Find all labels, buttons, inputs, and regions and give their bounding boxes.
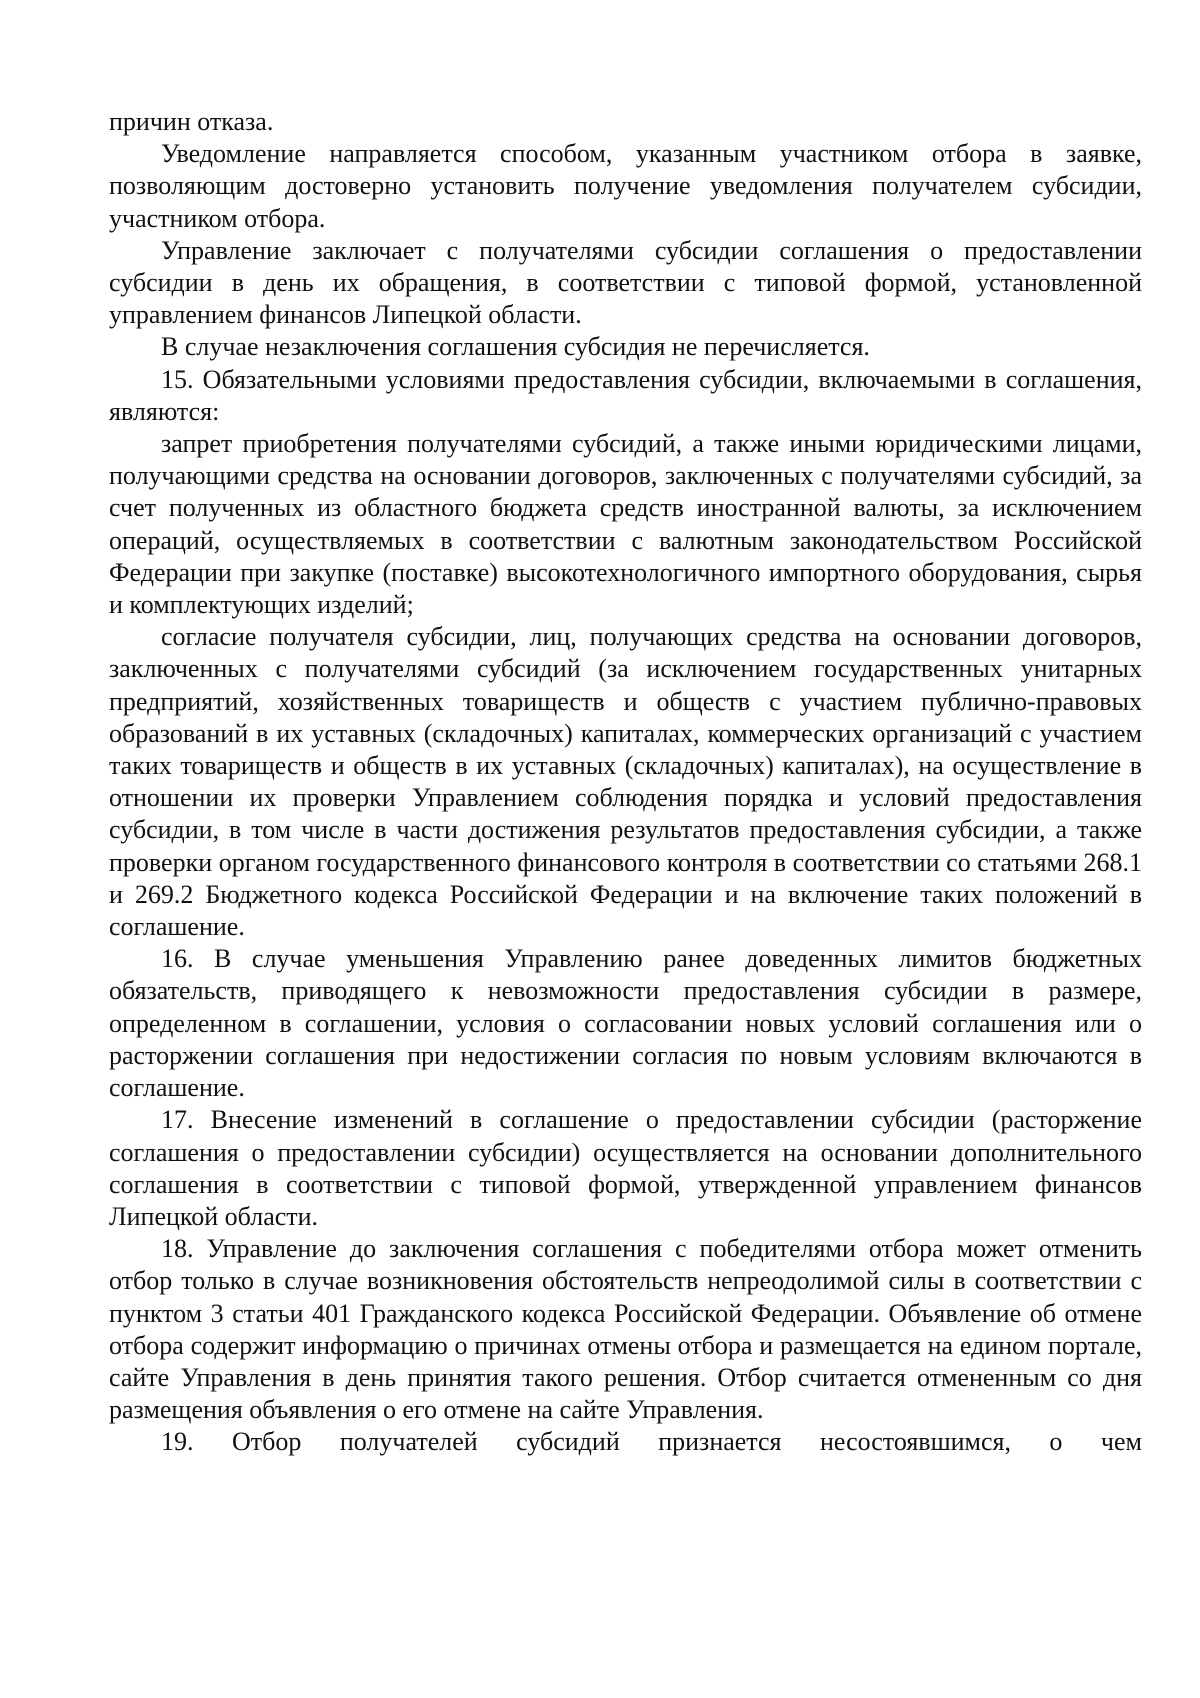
- paragraph-consent-inspection: согласие получателя субсидии, лиц, получающих средства на основании договоров, заключенных с получателями субсидий (за исключением государственных унитарных предприятий, хозяйственных товариществ и обществ с участием публично-правовых образований в их уставных (складочных) капиталах, коммерческих организаций с участием таких товариществ и обществ в их уставных (складочных) капиталах), на осуществление в отношении их проверки Управлением соблюдения порядка и условий предоставления субсидии, в том числе в части достижения результатов предоставления субсидии, а также проверки органом государственного финансового контроля в соответствии со статьями 268.1 и 269.2 Бюджетного кодекса Российской Федерации и на включение таких положений в соглашение.: [109, 622, 1142, 942]
- paragraph-currency-prohibition: запрет приобретения получателями субсидий, а также иными юридическими лицами, получающими средства на основании договоров, заключенных с получателями субсидий, за счет полученных из областного бюджета средств иностранной валюты, за исключением операций, осуществляемых в соответствии с валютным законодательством Российской Федерации при закупке (поставке) высокотехнологичного импортного оборудования, сырья и комплектующих изделий;: [109, 429, 1142, 620]
- paragraph-non-conclusion: В случае незаключения соглашения субсидия не перечисляется.: [161, 332, 870, 362]
- paragraph-agreement-conclusion: Управление заключает с получателями субсидии соглашения о предоставлении субсидии в день их обращения, в соответствии с типовой формой, установленной управлением финансов Липецкой области.: [109, 235, 1142, 330]
- paragraph-item-16: 16. В случае уменьшения Управлению ранее доведенных лимитов бюджетных обязательств, приводящего к невозможности предоставления субсидии в размере, определенном в соглашении, условия о согласовании новых условий соглашения или о расторжении соглашения при недостижении согласия по новым условиям включаются в соглашение.: [109, 944, 1142, 1103]
- paragraph-continuation: причин отказа.: [109, 107, 274, 136]
- paragraph-item-17: 17. Внесение изменений в соглашение о предоставлении субсидии (расторжение соглашения о предоставлении субсидии) осуществляется на основании дополнительного соглашения в соответствии с типовой формой, утвержденной управлением финансов Липецкой области.: [109, 1105, 1142, 1231]
- document-page: [109, 106, 1142, 1459]
- paragraph-item-18: 18. Управление до заключения соглашения с победителями отбора может отменить отбор только в случае возникновения обстоятельств непреодолимой силы в соответствии с пунктом 3 статьи 401 Гражданского кодекса Российской Федерации. Объявление об отмене отбора содержит информацию о причинах отмены отбора и размещается на едином портале, сайте Управления в день принятия такого решения. Отбор считается отмененным со дня размещения объявления о его отмене на сайте Управления.: [109, 1234, 1142, 1425]
- paragraph-item-19: 19. Отбор получателей субсидий признается несостоявшимся, о чем: [161, 1427, 1142, 1457]
- paragraph-notification-method: Уведомление направляется способом, указанным участником отбора в заявке, позволяющим достоверно установить получение уведомления получателем субсидии, участником отбора.: [109, 139, 1142, 233]
- paragraph-item-15: 15. Обязательными условиями предоставления субсидии, включаемыми в соглашения, являются:: [109, 364, 1142, 426]
